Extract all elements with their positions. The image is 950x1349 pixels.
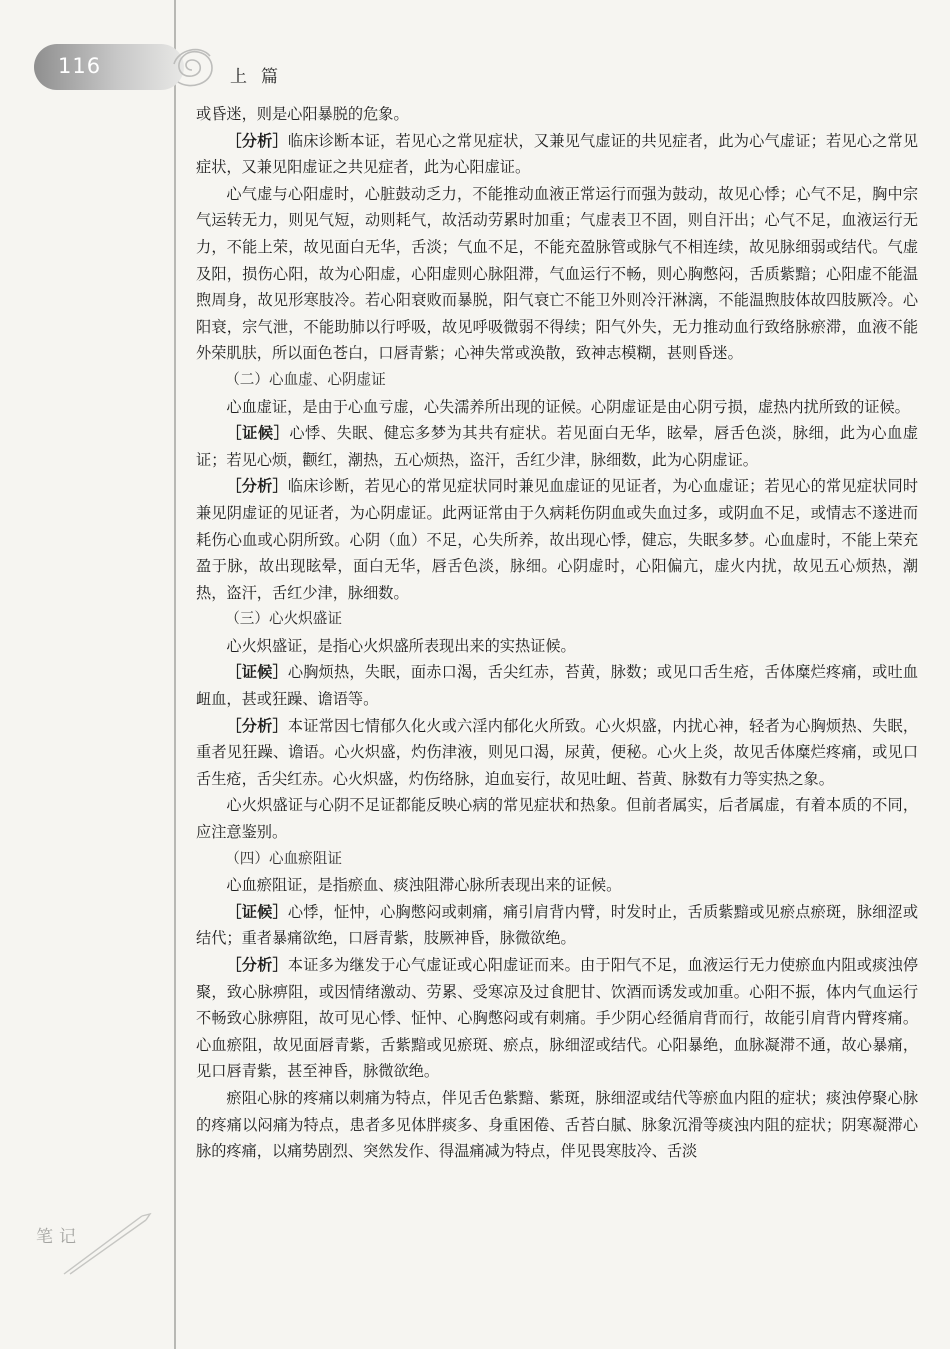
body-text bbox=[196, 101, 918, 1165]
paragraph: ［分析］临床诊断本证，若见心之常见症状，又兼见气虚证的共见症者，此为心气虚证；若见心之常见症状，又兼见阳虚证之共见症者，此为心阳虚证。 bbox=[196, 131, 919, 177]
tag-label: ［证候］ bbox=[226, 663, 288, 682]
paragraph: 或昏迷，则是心阳暴脱的危象。 bbox=[196, 105, 409, 123]
paragraph: ［证候］心悸，怔忡，心胸憋闷或刺痛，痛引肩背内臂，时发时止，舌质紫黯或见瘀点瘀斑，脉细涩或结代；重者暴痛欲绝，口唇青紫，肢厥神昏，脉微欲绝。 bbox=[196, 902, 919, 948]
section-title: 上篇 bbox=[230, 67, 292, 87]
tag-label: ［分析］ bbox=[226, 131, 288, 150]
paragraph: 心血瘀阻证，是指瘀血、痰浊阻滞心脉所表现出来的证候。 bbox=[226, 876, 622, 895]
page-number: 116 bbox=[58, 54, 102, 78]
subsection-heading: （四）心血瘀阻证 bbox=[225, 849, 342, 867]
paragraph: 心火炽盛证，是指心火炽盛所表现出来的实热证候。 bbox=[226, 636, 576, 655]
swirl-ornament-icon bbox=[164, 40, 220, 96]
subsection-heading: （三）心火炽盛证 bbox=[225, 610, 342, 628]
paragraph: ［分析］临床诊断，若见心的常见症状同时兼见血虚证的见证者，为心血虚证；若见心的常见症状同时兼见阴虚证的见证者，为心阴虚证。此两证常由于久病耗伤阴血或失血过多，或阴血不足，或情志不遂进而耗伤心血或心阴所致。心阴（血）不足，心失所养，故出现心悸，健忘，失眠多梦。心血虚时，不能上荣充盈于脉，故出现眩晕，面白无华，唇舌色淡，脉细。心阴虚时，心阳偏亢，虚火内扰，故见五心烦热，潮热，盗汗，舌红少津，脉细数。 bbox=[196, 477, 919, 602]
notes-label: 笔记 bbox=[36, 1227, 82, 1247]
paragraph: ［分析］本证常因七情郁久化火或六淫内郁化火所致。心火炽盛，内扰心神，轻者为心胸烦热、失眠，重者见狂躁、谵语。心火炽盛，灼伤津液，则见口渴，尿黄，便秘。心火上炎，故见舌体糜烂疼痛，或见口舌生疮，舌尖红赤。心火炽盛，灼伤络脉，迫血妄行，故见吐衄、苔黄、脉数有力等实热之象。 bbox=[196, 716, 919, 788]
tag-label: ［分析］ bbox=[226, 477, 288, 496]
paragraph: ［分析］本证多为继发于心气虚证或心阳虚证而来。由于阳气不足，血液运行无力使瘀血内阻或痰浊停聚，致心脉痹阻，或因情绪激动、劳累、受寒凉及过食肥甘、饮酒而诱发或加重。心阳不振，体内气血运行不畅致心脉痹阻，故可见心悸、怔忡、心胸憋闷或有刺痛。手少阴心经循肩背而行，故能引肩背内臂疼痛。心血瘀阻，故见面唇青紫，舌紫黯或见瘀斑、瘀点，脉细涩或结代。心阳暴绝，血脉凝滞不通，故心暴痛，见口唇青紫，甚至神昏，脉微欲绝。 bbox=[196, 956, 919, 1081]
subsection-heading: （二）心血虚、心阴虚证 bbox=[225, 370, 386, 388]
paragraph: 瘀阻心脉的疼痛以刺痛为特点，伴见舌色紫黯、紫斑，脉细涩或结代等瘀血内阻的症状；痰浊停聚心脉的疼痛以闷痛为特点，患者多见体胖痰多、身重困倦、舌苔白腻、脉象沉滑等痰浊内阻的症状；阴寒凝滞心脉的疼痛，以痛势剧烈、突然发作、得温痛减为特点，伴见畏寒肢冷、舌淡 bbox=[196, 1088, 918, 1161]
paragraph: ［证候］心胸烦热，失眠，面赤口渴，舌尖红赤，苔黄，脉数；或见口舌生疮，舌体糜烂疼痛，或吐血衄血，甚或狂躁、谵语等。 bbox=[196, 663, 919, 709]
paragraph: 心火炽盛证与心阴不足证都能反映心病的常见症状和热象。但前者属实，后者属虚，有着本质的不同，应注意鉴别。 bbox=[196, 796, 918, 842]
tag-label: ［证候］ bbox=[226, 424, 290, 443]
margin-rule bbox=[174, 0, 176, 1349]
tag-label: ［分析］ bbox=[226, 716, 288, 735]
paragraph: 心气虚与心阳虚时，心脏鼓动乏力，不能推动血液正常运行而强为鼓动，故见心悸；心气不足，胸中宗气运转无力，则见气短，动则耗气，故活动劳累时加重；气虚表卫不固，则自汗出；心气不足，血液运行无力，不能上荣，故见面白无华，舌淡；气血不足，不能充盈脉管或脉气不相连续，故见脉细弱或结代。气虚及阳，损伤心阳，故为心阳虚，心阳虚则心脉阻滞，气血运行不畅，则心胸憋闷，舌质紫黯；心阳虚不能温煦周身，故见形寒肢冷。若心阳衰败而暴脱，阳气衰亡不能卫外则冷汗淋漓，不能温煦肢体故四肢厥冷。心阳衰，宗气泄，不能助肺以行呼吸，故见呼吸微弱不得续；阳气外失，无力推动血行致络脉瘀滞，血液不能外荣肌肤，所以面色苍白，口唇青紫；心神失常或涣散，致神志模糊，甚则昏迷。 bbox=[196, 184, 918, 363]
paragraph: 心血虚证，是由于心血亏虚，心失濡养所出现的证候。心阴虚证是由心阴亏损，虚热内扰所致的证候。 bbox=[226, 397, 910, 416]
tag-label: ［分析］ bbox=[226, 956, 288, 974]
tag-label: ［证候］ bbox=[226, 902, 288, 921]
pen-icon bbox=[56, 1208, 156, 1278]
paragraph: ［证候］心悸、失眠、健忘多梦为其共有症状。若见面白无华，眩晕，唇舌色淡，脉细，此为心血虚证；若见心烦，颧红，潮热，五心烦热，盗汗，舌红少津，脉细数，此为心阴虚证。 bbox=[196, 424, 919, 469]
page-number-tab bbox=[34, 44, 184, 90]
